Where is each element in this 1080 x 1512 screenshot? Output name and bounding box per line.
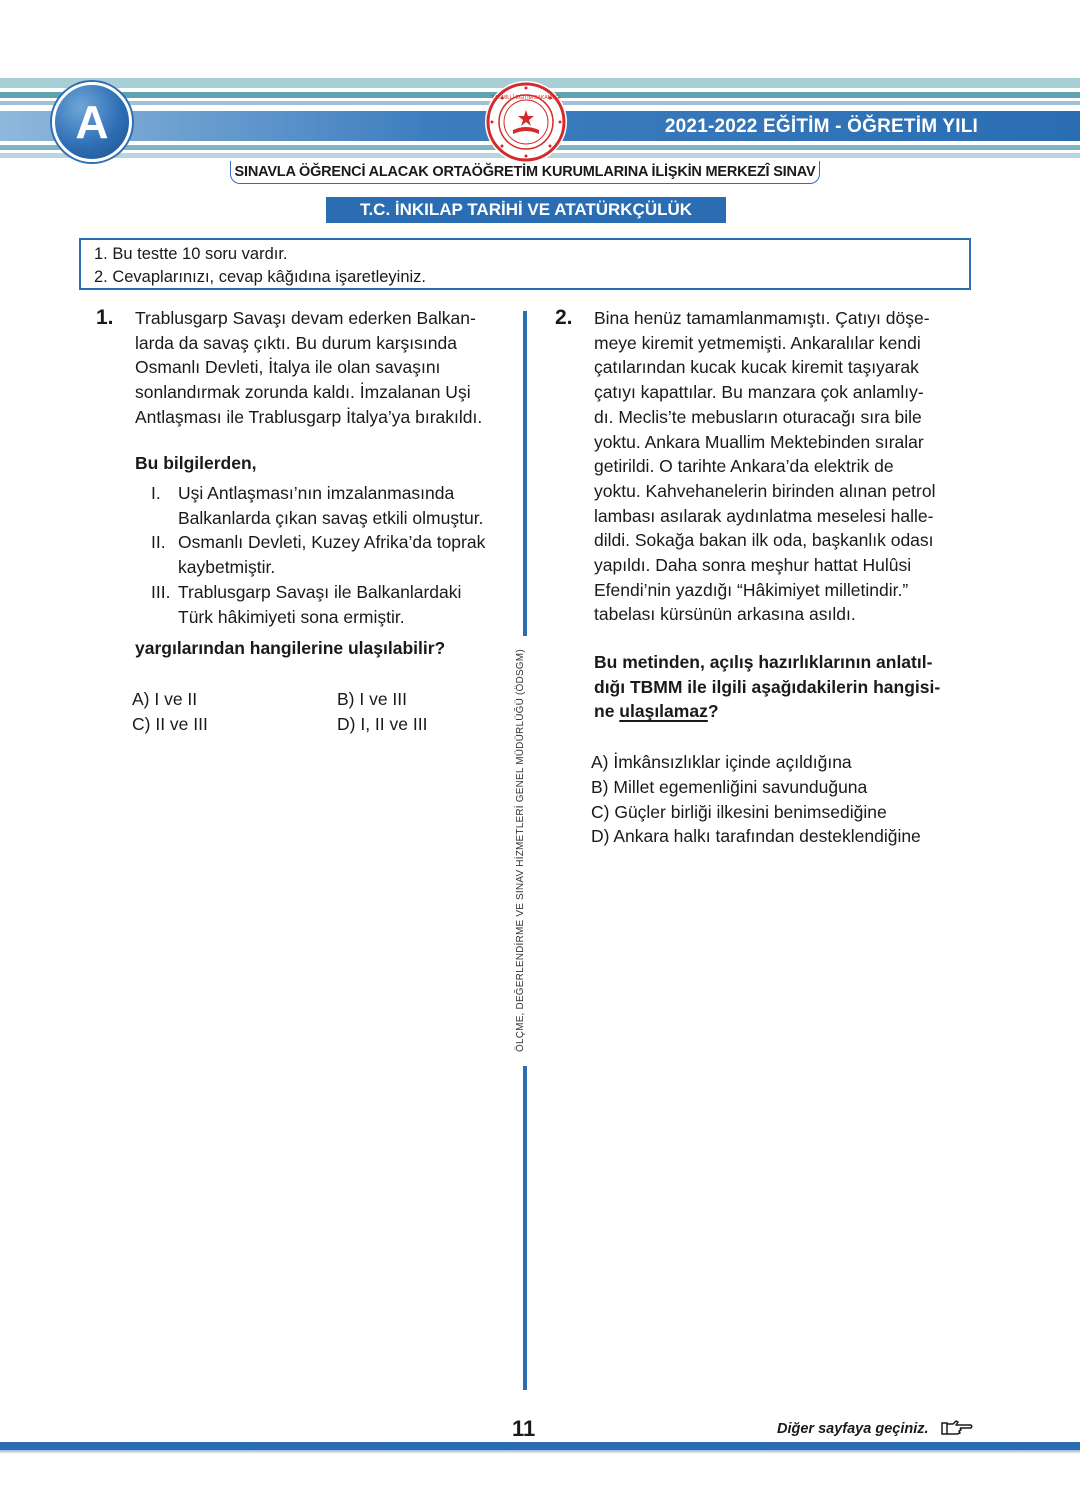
exam-title-box bbox=[230, 161, 820, 184]
next-page-note: Diğer sayfaya geçiniz. bbox=[777, 1421, 929, 1437]
question-2-number: 2. bbox=[555, 306, 573, 329]
option-c[interactable]: C) II ve III bbox=[132, 714, 208, 734]
footer-bar bbox=[0, 1442, 1080, 1450]
column-divider bbox=[523, 1066, 527, 1390]
prompt-underlined-word: ulaşılamaz bbox=[619, 701, 708, 722]
text-line: yoktu. Ankara Muallim Mektebinden sıralar bbox=[594, 431, 924, 452]
option-c[interactable]: C) Güçler birliği ilkesini benimsediğine bbox=[591, 802, 887, 822]
text-line: tabelası kürsünün arkasına asıldı. bbox=[594, 604, 856, 625]
column-divider bbox=[523, 311, 527, 636]
footer-shadow bbox=[0, 1450, 1080, 1454]
text-line: Balkanlarda çıkan savaş etkili olmuştur. bbox=[178, 507, 484, 528]
subject-banner bbox=[326, 197, 726, 223]
text-line: Antlaşması ile Trablusgarp İtalya’ya bırakıldı. bbox=[135, 406, 483, 427]
text-line: Türk hâkimiyeti sona ermiştir. bbox=[178, 606, 405, 627]
prompt-prefix: ne bbox=[594, 701, 620, 722]
text-line: Osmanlı Devleti, Kuzey Afrika’da toprak bbox=[178, 532, 486, 552]
instructions-box bbox=[79, 238, 971, 290]
statement-text bbox=[178, 530, 485, 579]
text-line: çatılarından kucak kucak kiremit taşıyarak bbox=[594, 357, 919, 378]
instruction-item: 2. Cevaplarınızı, cevap kâğıdına işaretleyiniz. bbox=[94, 268, 427, 286]
option-b[interactable]: B) I ve III bbox=[337, 689, 408, 709]
text-line: Uşi Antlaşması’nın imzalanmasında bbox=[178, 483, 455, 503]
option-a[interactable]: A) I ve II bbox=[132, 689, 198, 709]
booklet-letter: A bbox=[75, 96, 109, 148]
text-line: yapıldı. Daha sonra meşhur hattat Hulûsi bbox=[594, 555, 912, 576]
statement-numeral: II. bbox=[151, 532, 166, 552]
text-line bbox=[594, 699, 940, 724]
school-year: 2021-2022 EĞİTİM - ÖĞRETİM YILI bbox=[664, 116, 978, 137]
text-line: dildi. Sokağa bakan ilk oda, başkanlık odası bbox=[594, 530, 934, 551]
question-2-prompt bbox=[594, 650, 940, 724]
exam-title: SINAVLA ÖĞRENCİ ALACAK ORTAÖĞRETİM KURUMLARINA İLİŞKİN MERKEZÎ SINAV bbox=[234, 164, 816, 180]
prompt-suffix: ? bbox=[707, 701, 719, 722]
instruction-item: 1. Bu testte 10 soru vardır. bbox=[94, 245, 288, 263]
option-d[interactable]: D) I, II ve III bbox=[337, 714, 428, 734]
page-number: 11 bbox=[512, 1416, 536, 1441]
text-line: Bu metinden, açılış hazırlıklarının anlatıl- bbox=[594, 652, 933, 672]
option-d[interactable]: D) Ankara halkı tarafından desteklendiğine bbox=[591, 826, 921, 846]
text-line: kaybetmiştir. bbox=[178, 556, 276, 577]
option-a[interactable]: A) İmkânsızlıklar içinde açıldığına bbox=[591, 752, 852, 772]
text-line: larda da savaş çıktı. Bu durum karşısında bbox=[135, 332, 457, 353]
text-line: Bina henüz tamamlanmamıştı. Çatıyı döşe- bbox=[594, 308, 930, 328]
text-line: Efendi’nin yazdığı “Hâkimiyet milletindir.” bbox=[594, 579, 909, 600]
svg-text:T.C. MİLLÎ EĞİTİM BAKANLIĞI: T.C. MİLLÎ EĞİTİM BAKANLIĞI bbox=[491, 95, 561, 101]
text-line: sonlandırmak zorunda kaldı. İmzalanan Uşi bbox=[135, 382, 471, 403]
question-1-lead: Bu bilgilerden, bbox=[135, 453, 257, 473]
question-1-text bbox=[135, 306, 482, 430]
text-line: getirildi. O tarihte Ankara’da elektrik de bbox=[594, 456, 894, 477]
text-line: çatıyı kapattılar. Bu manzara çok anlamlıy- bbox=[594, 382, 924, 403]
text-line: meye kiremit yetmemişti. Ankaralılar kendi bbox=[594, 332, 921, 353]
statement-text bbox=[178, 580, 461, 629]
text-line: yoktu. Kahvehanelerin birinden alınan petrol bbox=[594, 480, 936, 501]
subject-title: T.C. İNKILAP TARİHİ VE ATATÜRKÇÜLÜK bbox=[359, 200, 693, 219]
text-line: Trablusgarp Savaşı ile Balkanlardaki bbox=[178, 582, 462, 602]
text-line: Trablusgarp Savaşı devam ederken Balkan- bbox=[135, 308, 476, 328]
question-1-number: 1. bbox=[96, 306, 114, 329]
pointing-hand-icon bbox=[941, 1419, 973, 1437]
text-line: lambası asılarak aydınlatma meselesi halle- bbox=[594, 505, 934, 526]
question-2-text bbox=[594, 306, 935, 627]
statement-numeral: III. bbox=[151, 582, 171, 602]
statement-numeral: I. bbox=[151, 483, 161, 503]
text-line: dı. Meclis’te mebusların oturacağı sıra bile bbox=[594, 406, 922, 427]
text-line: dığı TBMM ile ilgili aşağıdakilerin hangisi- bbox=[594, 676, 941, 697]
ministry-seal-icon bbox=[484, 80, 568, 164]
odsgm-side-text: ÖLÇME, DEĞERLENDİRME VE SINAV HİZMETLERİ GENEL MÜDÜRLÜĞÜ (ÖDSGM) bbox=[515, 649, 526, 1052]
option-b[interactable]: B) Millet egemenliğini savunduğuna bbox=[591, 777, 868, 797]
text-line: Osmanlı Devleti, İtalya ile olan savaşını bbox=[135, 357, 441, 378]
statement-text bbox=[178, 481, 483, 530]
question-1-prompt: yargılarından hangilerine ulaşılabilir? bbox=[135, 638, 446, 658]
booklet-badge bbox=[52, 82, 132, 162]
